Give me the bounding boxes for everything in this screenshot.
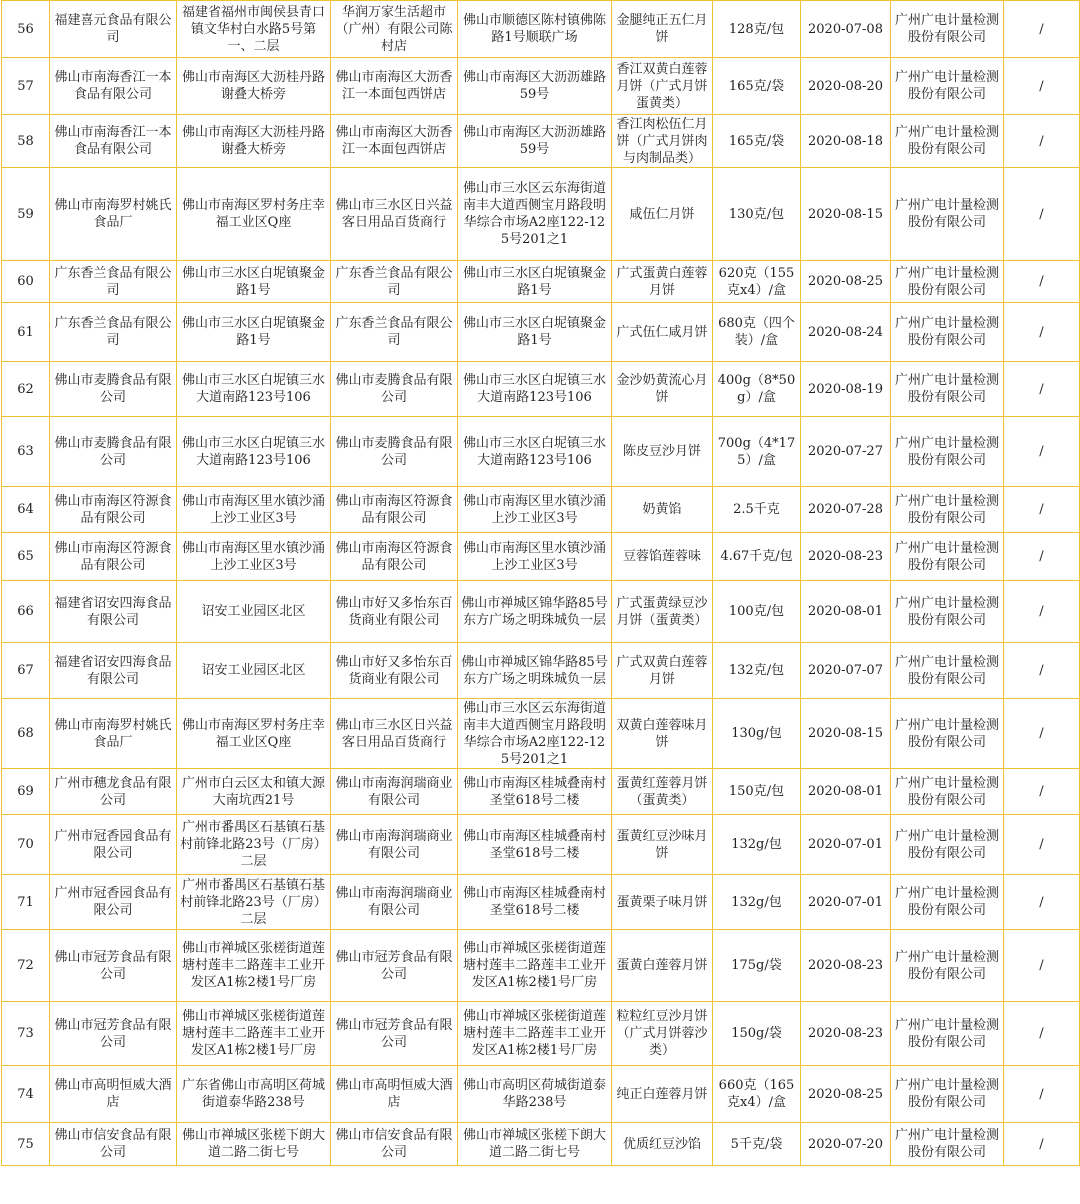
producer-address: 佛山市南海区罗村务庄幸福工业区Q座: [177, 699, 331, 769]
remark: /: [1004, 417, 1080, 487]
production-date: 2020-08-23: [801, 533, 891, 581]
table-row: [2, 930, 1080, 1002]
producer-address: 诏安工业园区北区: [177, 643, 331, 699]
producer-address: 佛山市南海区大沥桂丹路谢叠大桥旁: [177, 58, 331, 115]
production-date: 2020-08-18: [801, 115, 891, 168]
seller-name: 广东香兰食品有限公司: [331, 261, 458, 303]
seller-address: 佛山市禅城区张槎街道莲塘村莲丰二路莲丰工业开发区A1栋2楼1号厂房: [458, 1002, 612, 1066]
seller-address: 佛山市顺德区陈村镇佛陈路1号顺联广场: [458, 1, 612, 58]
product-name: 蛋黄白莲蓉月饼: [612, 930, 713, 1002]
production-date: 2020-08-15: [801, 168, 891, 261]
product-name: 香江肉松伍仁月饼（广式月饼肉与肉制品类）: [612, 115, 713, 168]
remark: /: [1004, 699, 1080, 769]
product-name: 广式双黄白莲蓉月饼: [612, 643, 713, 699]
product-spec: 165克/袋: [713, 58, 801, 115]
seller-name: 佛山市冠芳食品有限公司: [331, 930, 458, 1002]
remark: /: [1004, 1002, 1080, 1066]
production-date: 2020-08-01: [801, 769, 891, 815]
row-number: 68: [2, 699, 50, 769]
product-spec: 100克/包: [713, 581, 801, 643]
testing-agency: 广州广电计量检测股份有限公司: [891, 115, 1004, 168]
seller-name: 佛山市冠芳食品有限公司: [331, 1002, 458, 1066]
table-row: [2, 1, 1080, 58]
table-row: [2, 487, 1080, 533]
row-number: 63: [2, 417, 50, 487]
row-number: 59: [2, 168, 50, 261]
table-row: [2, 261, 1080, 303]
product-spec: 4.67千克/包: [713, 533, 801, 581]
row-number: 67: [2, 643, 50, 699]
seller-address: 佛山市禅城区锦华路85号东方广场之明珠城负一层: [458, 581, 612, 643]
seller-address: 佛山市三水区白坭镇聚金路1号: [458, 261, 612, 303]
producer-name: 佛山市麦腾食品有限公司: [50, 417, 177, 487]
product-name: 蛋黄栗子味月饼: [612, 875, 713, 930]
product-spec: 150g/袋: [713, 1002, 801, 1066]
seller-name: 佛山市南海区大沥香江一本面包西饼店: [331, 58, 458, 115]
row-number: 72: [2, 930, 50, 1002]
table-row: [2, 699, 1080, 769]
remark: /: [1004, 533, 1080, 581]
producer-address: 佛山市南海区大沥桂丹路谢叠大桥旁: [177, 115, 331, 168]
seller-name: 佛山市麦腾食品有限公司: [331, 362, 458, 417]
remark: /: [1004, 1, 1080, 58]
product-spec: 132g/包: [713, 815, 801, 875]
seller-address: 佛山市南海区桂城叠南村圣堂618号二楼: [458, 875, 612, 930]
table-row: [2, 362, 1080, 417]
table-row: [2, 1002, 1080, 1066]
production-date: 2020-07-28: [801, 487, 891, 533]
table-row: [2, 581, 1080, 643]
producer-name: 佛山市信安食品有限公司: [50, 1123, 177, 1166]
producer-address: 佛山市南海区里水镇沙涌上沙工业区3号: [177, 533, 331, 581]
remark: /: [1004, 769, 1080, 815]
testing-agency: 广州广电计量检测股份有限公司: [891, 1, 1004, 58]
seller-name: 佛山市信安食品有限公司: [331, 1123, 458, 1166]
production-date: 2020-07-20: [801, 1123, 891, 1166]
table-row: [2, 643, 1080, 699]
seller-name: 佛山市南海区大沥香江一本面包西饼店: [331, 115, 458, 168]
product-spec: 165克/袋: [713, 115, 801, 168]
producer-name: 佛山市南海区符源食品有限公司: [50, 487, 177, 533]
producer-name: 广州市冠香园食品有限公司: [50, 875, 177, 930]
producer-address: 广州市番禺区石基镇石基村前锋北路23号（厂房）二层: [177, 815, 331, 875]
seller-address: 佛山市南海区大沥沥雄路59号: [458, 58, 612, 115]
producer-name: 佛山市冠芳食品有限公司: [50, 1002, 177, 1066]
production-date: 2020-07-08: [801, 1, 891, 58]
producer-name: 福建喜元食品有限公司: [50, 1, 177, 58]
remark: /: [1004, 261, 1080, 303]
producer-address: 佛山市禅城区张槎下朗大道二路二街七号: [177, 1123, 331, 1166]
row-number: 69: [2, 769, 50, 815]
seller-address: 佛山市禅城区张槎街道莲塘村莲丰二路莲丰工业开发区A1栋2楼1号厂房: [458, 930, 612, 1002]
product-name: 奶黄馅: [612, 487, 713, 533]
seller-address: 佛山市南海区大沥沥雄路59号: [458, 115, 612, 168]
producer-address: 佛山市南海区罗村务庄幸福工业区Q座: [177, 168, 331, 261]
testing-agency: 广州广电计量检测股份有限公司: [891, 417, 1004, 487]
row-number: 61: [2, 303, 50, 362]
producer-address: 广东省佛山市高明区荷城街道泰华路238号: [177, 1066, 331, 1123]
production-date: 2020-08-24: [801, 303, 891, 362]
seller-name: 佛山市三水区日兴益客日用品百货商行: [331, 168, 458, 261]
product-spec: 660克（165克x4）/盒: [713, 1066, 801, 1123]
table-row: [2, 533, 1080, 581]
row-number: 56: [2, 1, 50, 58]
testing-agency: 广州广电计量检测股份有限公司: [891, 581, 1004, 643]
testing-agency: 广州广电计量检测股份有限公司: [891, 875, 1004, 930]
testing-agency: 广州广电计量检测股份有限公司: [891, 1123, 1004, 1166]
product-name: 广式伍仁咸月饼: [612, 303, 713, 362]
row-number: 70: [2, 815, 50, 875]
remark: /: [1004, 487, 1080, 533]
remark: /: [1004, 1123, 1080, 1166]
testing-agency: 广州广电计量检测股份有限公司: [891, 815, 1004, 875]
remark: /: [1004, 815, 1080, 875]
product-spec: 150克/包: [713, 769, 801, 815]
seller-name: 佛山市高明恒威大酒店: [331, 1066, 458, 1123]
product-name: 纯正白莲蓉月饼: [612, 1066, 713, 1123]
producer-name: 佛山市南海区符源食品有限公司: [50, 533, 177, 581]
testing-agency: 广州广电计量检测股份有限公司: [891, 58, 1004, 115]
seller-name: 佛山市南海润瑞商业有限公司: [331, 875, 458, 930]
producer-name: 广东香兰食品有限公司: [50, 303, 177, 362]
row-number: 62: [2, 362, 50, 417]
product-name: 广式蛋黄绿豆沙月饼（蛋黄类）: [612, 581, 713, 643]
product-spec: 175g/袋: [713, 930, 801, 1002]
row-number: 74: [2, 1066, 50, 1123]
product-spec: 2.5千克: [713, 487, 801, 533]
production-date: 2020-08-19: [801, 362, 891, 417]
producer-address: 佛山市三水区白坭镇聚金路1号: [177, 303, 331, 362]
producer-name: 广州市冠香园食品有限公司: [50, 815, 177, 875]
testing-agency: 广州广电计量检测股份有限公司: [891, 362, 1004, 417]
table-row: [2, 1123, 1080, 1166]
seller-address: 佛山市三水区云东海街道南丰大道西侧宝月路段明华综合市场A2座122-125号201之1: [458, 699, 612, 769]
remark: /: [1004, 115, 1080, 168]
product-spec: 620克（155克x4）/盒: [713, 261, 801, 303]
production-date: 2020-08-01: [801, 581, 891, 643]
producer-name: 佛山市南海罗村姚氏食品厂: [50, 699, 177, 769]
remark: /: [1004, 875, 1080, 930]
producer-address: 佛山市禅城区张槎街道莲塘村莲丰二路莲丰工业开发区A1栋2楼1号厂房: [177, 930, 331, 1002]
product-name: 咸伍仁月饼: [612, 168, 713, 261]
remark: /: [1004, 1066, 1080, 1123]
testing-agency: 广州广电计量检测股份有限公司: [891, 1002, 1004, 1066]
seller-address: 佛山市三水区白坭镇聚金路1号: [458, 303, 612, 362]
remark: /: [1004, 930, 1080, 1002]
producer-address: 广州市番禺区石基镇石基村前锋北路23号（厂房）二层: [177, 875, 331, 930]
seller-address: 佛山市三水区白坭镇三水大道南路123号106: [458, 417, 612, 487]
row-number: 75: [2, 1123, 50, 1166]
product-spec: 132克/包: [713, 643, 801, 699]
producer-name: 佛山市南海香江一本食品有限公司: [50, 115, 177, 168]
seller-address: 佛山市南海区里水镇沙涌上沙工业区3号: [458, 533, 612, 581]
table-row: [2, 769, 1080, 815]
table-row: [2, 115, 1080, 168]
remark: /: [1004, 581, 1080, 643]
sampling-results-table: [1, 0, 1080, 1166]
table-row: [2, 303, 1080, 362]
production-date: 2020-08-20: [801, 58, 891, 115]
seller-name: 佛山市南海润瑞商业有限公司: [331, 815, 458, 875]
product-name: 香江双黄白莲蓉月饼（广式月饼蛋黄类）: [612, 58, 713, 115]
testing-agency: 广州广电计量检测股份有限公司: [891, 769, 1004, 815]
product-name: 陈皮豆沙月饼: [612, 417, 713, 487]
seller-name: 佛山市麦腾食品有限公司: [331, 417, 458, 487]
producer-address: 佛山市三水区白坭镇三水大道南路123号106: [177, 417, 331, 487]
seller-name: 华润万家生活超市（广州）有限公司陈村店: [331, 1, 458, 58]
table-row: [2, 875, 1080, 930]
product-spec: 400g（8*50g）/盒: [713, 362, 801, 417]
product-spec: 700g（4*175）/盒: [713, 417, 801, 487]
production-date: 2020-08-23: [801, 930, 891, 1002]
product-name: 豆蓉馅莲蓉味: [612, 533, 713, 581]
seller-address: 佛山市三水区白坭镇三水大道南路123号106: [458, 362, 612, 417]
remark: /: [1004, 58, 1080, 115]
testing-agency: 广州广电计量检测股份有限公司: [891, 643, 1004, 699]
row-number: 71: [2, 875, 50, 930]
seller-name: 佛山市三水区日兴益客日用品百货商行: [331, 699, 458, 769]
table-row: [2, 417, 1080, 487]
product-spec: 128克/包: [713, 1, 801, 58]
seller-name: 佛山市好又多怡东百货商业有限公司: [331, 581, 458, 643]
producer-name: 佛山市麦腾食品有限公司: [50, 362, 177, 417]
testing-agency: 广州广电计量检测股份有限公司: [891, 261, 1004, 303]
production-date: 2020-08-25: [801, 1066, 891, 1123]
seller-name: 佛山市南海区符源食品有限公司: [331, 533, 458, 581]
producer-name: 广州市穗龙食品有限公司: [50, 769, 177, 815]
producer-name: 佛山市冠芳食品有限公司: [50, 930, 177, 1002]
row-number: 57: [2, 58, 50, 115]
product-name: 金腿纯正五仁月饼: [612, 1, 713, 58]
producer-address: 广州市白云区太和镇大源大南坑西21号: [177, 769, 331, 815]
product-spec: 130g/包: [713, 699, 801, 769]
production-date: 2020-07-27: [801, 417, 891, 487]
testing-agency: 广州广电计量检测股份有限公司: [891, 930, 1004, 1002]
producer-name: 福建省诏安四海食品有限公司: [50, 643, 177, 699]
table-row: [2, 168, 1080, 261]
testing-agency: 广州广电计量检测股份有限公司: [891, 168, 1004, 261]
producer-address: 佛山市禅城区张槎街道莲塘村莲丰二路莲丰工业开发区A1栋2楼1号厂房: [177, 1002, 331, 1066]
row-number: 60: [2, 261, 50, 303]
seller-name: 佛山市南海区符源食品有限公司: [331, 487, 458, 533]
seller-address: 佛山市禅城区锦华路85号东方广场之明珠城负一层: [458, 643, 612, 699]
producer-name: 福建省诏安四海食品有限公司: [50, 581, 177, 643]
table-row: [2, 58, 1080, 115]
producer-address: 佛山市三水区白坭镇三水大道南路123号106: [177, 362, 331, 417]
remark: /: [1004, 643, 1080, 699]
product-name: 粒粒红豆沙月饼（广式月饼蓉沙类）: [612, 1002, 713, 1066]
seller-name: 佛山市好又多怡东百货商业有限公司: [331, 643, 458, 699]
producer-address: 佛山市三水区白坭镇聚金路1号: [177, 261, 331, 303]
table-row: [2, 1066, 1080, 1123]
producer-address: 福建省福州市闽侯县青口镇文华村白水路5号第一、二层: [177, 1, 331, 58]
production-date: 2020-07-07: [801, 643, 891, 699]
producer-name: 广东香兰食品有限公司: [50, 261, 177, 303]
seller-address: 佛山市南海区桂城叠南村圣堂618号二楼: [458, 815, 612, 875]
product-name: 蛋黄红豆沙味月饼: [612, 815, 713, 875]
producer-address: 佛山市南海区里水镇沙涌上沙工业区3号: [177, 487, 331, 533]
table-row: [2, 815, 1080, 875]
remark: /: [1004, 303, 1080, 362]
seller-name: 佛山市南海润瑞商业有限公司: [331, 769, 458, 815]
row-number: 73: [2, 1002, 50, 1066]
product-spec: 132g/包: [713, 875, 801, 930]
product-spec: 5千克/袋: [713, 1123, 801, 1166]
producer-address: 诏安工业园区北区: [177, 581, 331, 643]
row-number: 64: [2, 487, 50, 533]
seller-address: 佛山市三水区云东海街道南丰大道西侧宝月路段明华综合市场A2座122-125号201之1: [458, 168, 612, 261]
table-body: [2, 1, 1080, 1166]
remark: /: [1004, 362, 1080, 417]
production-date: 2020-07-01: [801, 875, 891, 930]
remark: /: [1004, 168, 1080, 261]
seller-address: 佛山市南海区桂城叠南村圣堂618号二楼: [458, 769, 612, 815]
production-date: 2020-07-01: [801, 815, 891, 875]
testing-agency: 广州广电计量检测股份有限公司: [891, 1066, 1004, 1123]
product-name: 金沙奶黄流心月饼: [612, 362, 713, 417]
producer-name: 佛山市高明恒威大酒店: [50, 1066, 177, 1123]
row-number: 65: [2, 533, 50, 581]
product-name: 双黄白莲蓉味月饼: [612, 699, 713, 769]
production-date: 2020-08-15: [801, 699, 891, 769]
product-name: 蛋黄红莲蓉月饼（蛋黄类）: [612, 769, 713, 815]
row-number: 58: [2, 115, 50, 168]
product-spec: 680克（四个装）/盒: [713, 303, 801, 362]
product-name: 优质红豆沙馅: [612, 1123, 713, 1166]
testing-agency: 广州广电计量检测股份有限公司: [891, 533, 1004, 581]
production-date: 2020-08-23: [801, 1002, 891, 1066]
testing-agency: 广州广电计量检测股份有限公司: [891, 699, 1004, 769]
seller-name: 广东香兰食品有限公司: [331, 303, 458, 362]
producer-name: 佛山市南海罗村姚氏食品厂: [50, 168, 177, 261]
seller-address: 佛山市高明区荷城街道泰华路238号: [458, 1066, 612, 1123]
seller-address: 佛山市南海区里水镇沙涌上沙工业区3号: [458, 487, 612, 533]
testing-agency: 广州广电计量检测股份有限公司: [891, 303, 1004, 362]
seller-address: 佛山市禅城区张槎下朗大道二路二街七号: [458, 1123, 612, 1166]
product-spec: 130克/包: [713, 168, 801, 261]
producer-name: 佛山市南海香江一本食品有限公司: [50, 58, 177, 115]
production-date: 2020-08-25: [801, 261, 891, 303]
testing-agency: 广州广电计量检测股份有限公司: [891, 487, 1004, 533]
product-name: 广式蛋黄白莲蓉月饼: [612, 261, 713, 303]
row-number: 66: [2, 581, 50, 643]
